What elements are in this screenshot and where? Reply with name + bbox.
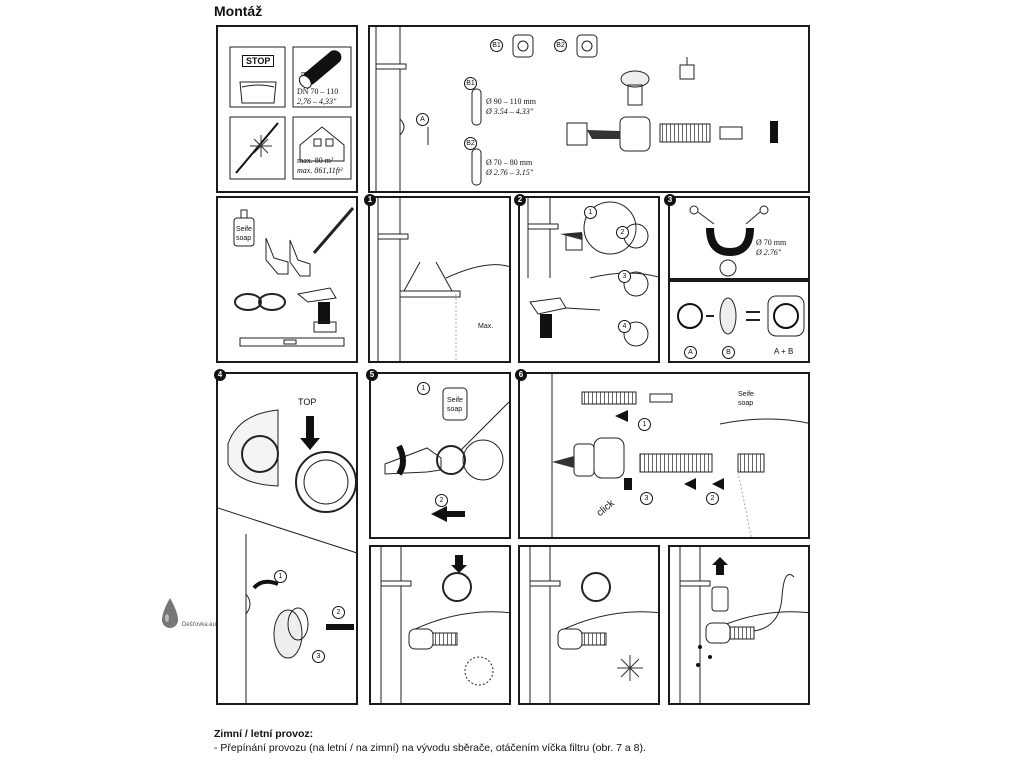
step-4-badge: 4: [214, 369, 226, 381]
panel-step-9: [668, 545, 810, 705]
footer-note: [214, 727, 646, 755]
step-3-badge: 3: [664, 194, 676, 206]
label-a: A: [416, 113, 429, 126]
step-5-badge: 5: [366, 369, 378, 381]
step-6-number-3: 3: [640, 492, 653, 505]
step-3-diameter-inch: Ø 2.76": [756, 248, 782, 257]
water-drop-icon: [158, 596, 182, 632]
click-label: click: [594, 498, 617, 519]
label-b1: B1: [464, 77, 477, 90]
step-2-badge: 2: [514, 194, 526, 206]
step-5-soap-line1: Seife: [447, 397, 463, 404]
step-8-illustration: [520, 547, 660, 705]
footer-text: - Přepínání provozu (na letní / na zimní) na vývodu sběrače, otáčením víčka filtru (obr. 7 a 8).: [214, 742, 646, 754]
step-6-soap-line2: soap: [738, 400, 754, 407]
b2-dimension-mm: Ø 70 – 80 mm: [486, 158, 533, 167]
step-4-number-3: 3: [312, 650, 325, 663]
step-2-number-4: 4: [618, 320, 631, 333]
stop-label: STOP: [242, 55, 274, 67]
overview-illustration: [370, 27, 810, 193]
step-1-badge: 1: [364, 194, 376, 206]
label-part-b: B: [722, 346, 735, 359]
panel-step-7: [369, 545, 511, 705]
step-2-number-2: 2: [616, 226, 629, 239]
label-b2: B2: [464, 137, 477, 150]
label-b2-top: B2: [554, 39, 567, 52]
b2-dimension-inch: Ø 2.76 – 3.15": [486, 168, 534, 177]
panel-step-3-top: [668, 196, 810, 280]
max-level-label: Max.: [478, 323, 494, 330]
step-4-illustration: [218, 374, 358, 705]
step-2-illustration: [520, 198, 660, 363]
panel-step-8: [518, 545, 660, 705]
panel-step-3-bottom: [668, 280, 810, 363]
soap-label-line2: soap: [236, 235, 252, 242]
step-5-number-1: 1: [417, 382, 430, 395]
top-orientation-label: TOP: [298, 397, 317, 407]
step-6-soap-line1: Seife: [738, 391, 754, 398]
step-6-illustration: [520, 374, 810, 539]
max-area-ft2: max. 861,11ft²: [297, 166, 343, 175]
b1-dimension-mm: Ø 90 – 110 mm: [486, 97, 536, 106]
panel-step-1: [368, 196, 511, 363]
panel-step-2: [518, 196, 660, 363]
tools-illustration: [218, 198, 358, 363]
label-part-a: A: [684, 346, 697, 359]
label-b1-top: B1: [490, 39, 503, 52]
panel-step-6: [518, 372, 810, 539]
step-1-illustration: [370, 198, 511, 363]
step-4-number-2: 2: [332, 606, 345, 619]
watermark-logo: [158, 596, 218, 637]
dn-range-mm: DN 70 – 110: [297, 87, 339, 96]
footer-heading: Zimní / letní provoz:: [214, 728, 314, 740]
step-2-number-1: 1: [584, 206, 597, 219]
dn-range-inch: 2,76 – 4,33": [297, 97, 337, 106]
step-6-badge: 6: [515, 369, 527, 381]
step-5-illustration: [371, 374, 511, 539]
panel-step-5: [369, 372, 511, 539]
watermark-text: Dešťovka.eu: [182, 622, 216, 628]
step-9-illustration: [670, 547, 810, 705]
step-7-illustration: [371, 547, 511, 705]
panel-overview: [368, 25, 810, 193]
step-2-number-3: 3: [618, 270, 631, 283]
label-part-a-plus-b: A + B: [774, 347, 794, 356]
page-title: Montáž: [214, 3, 263, 19]
b1-dimension-inch: Ø 3.54 – 4.33": [486, 107, 534, 116]
panel-requirements: [216, 25, 358, 193]
step-6-number-1: 1: [638, 418, 651, 431]
step-3-cutting-illustration: [670, 198, 810, 280]
step-4-number-1: 1: [274, 570, 287, 583]
panel-tools: [216, 196, 358, 363]
max-area-m2: max. 80 m²: [297, 156, 334, 165]
soap-label-line1: Seife: [236, 226, 252, 233]
max-label: max.: [301, 69, 317, 78]
panel-step-4: [216, 372, 358, 705]
step-5-number-2: 2: [435, 494, 448, 507]
step-6-number-2: 2: [706, 492, 719, 505]
step-3-diameter-mm: Ø 70 mm: [756, 238, 787, 247]
step-5-soap-line2: soap: [447, 406, 463, 413]
